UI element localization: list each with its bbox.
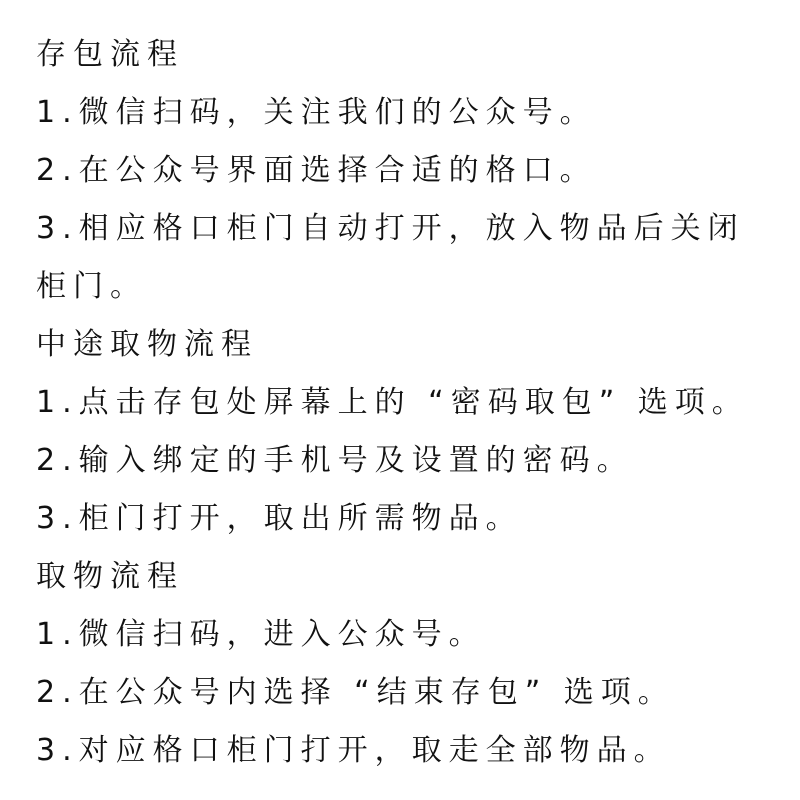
- section-title-deposit: 存包流程: [36, 37, 184, 72]
- deposit-step-2: 2.在公众号界面选择合适的格口。: [36, 153, 597, 188]
- retrieval-step-2: 2.在公众号内选择 “结束存包” 选项。: [36, 675, 675, 710]
- instructions-document: [36, 26, 788, 780]
- deposit-step-3-continued: 柜门。: [36, 269, 147, 304]
- midway-step-2: 2.输入绑定的手机号及设置的密码。: [36, 443, 634, 478]
- section-title-retrieval: 取物流程: [36, 559, 184, 594]
- retrieval-step-3: 3.对应格口柜门打开，取走全部物品。: [36, 733, 671, 768]
- midway-step-3: 3.柜门打开，取出所需物品。: [36, 501, 523, 536]
- retrieval-step-1: 1.微信扫码，进入公众号。: [36, 617, 486, 652]
- deposit-step-3: 3.相应格口柜门自动打开，放入物品后关闭: [36, 211, 745, 246]
- deposit-step-1: 1.微信扫码，关注我们的公众号。: [36, 95, 597, 130]
- midway-step-1: 1.点击存包处屏幕上的 “密码取包” 选项。: [36, 385, 749, 420]
- section-title-midway-retrieval: 中途取物流程: [36, 327, 258, 362]
